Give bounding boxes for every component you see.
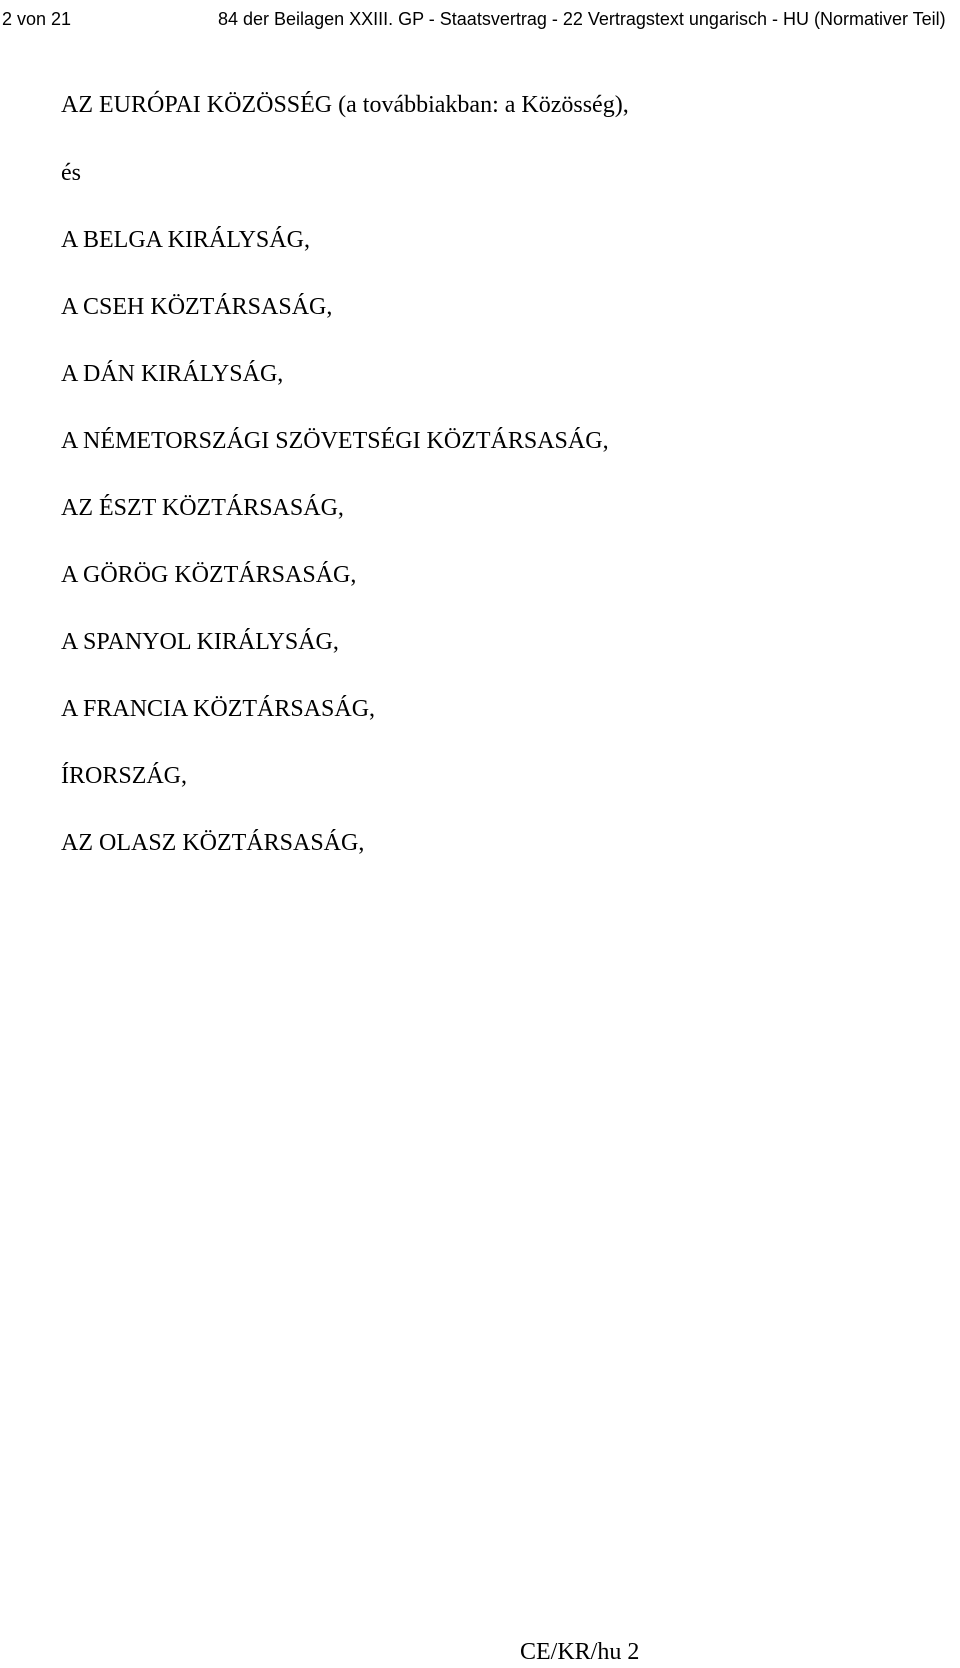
page-counter: 2 von 21 [2,9,72,29]
party-line-greece: A GÖRÖG KÖZTÁRSASÁG, [61,562,357,588]
party-line-belgium: A BELGA KIRÁLYSÁG, [61,227,310,253]
party-line-spain: A SPANYOL KIRÁLYSÁG, [61,629,339,655]
party-line-france: A FRANCIA KÖZTÁRSASÁG, [61,696,376,722]
party-line-italy: AZ OLASZ KÖZTÁRSASÁG, [61,830,365,856]
page-header [0,4,960,34]
party-line-denmark: A DÁN KIRÁLYSÁG, [61,361,284,387]
party-line-estonia: AZ ÉSZT KÖZTÁRSASÁG, [61,495,344,521]
party-line-germany: A NÉMETORSZÁGI SZÖVETSÉGI KÖZTÁRSASÁG, [61,428,609,454]
party-line-czech-republic: A CSEH KÖZTÁRSASÁG, [61,294,333,320]
document-reference: CE/KR/hu 2 [520,1639,640,1665]
conjunction-line: és [61,160,81,186]
party-line-community: AZ EURÓPAI KÖZÖSSÉG (a továbbiakban: a Közösség), [61,92,629,118]
party-line-ireland: ÍRORSZÁG, [61,763,188,789]
document-title: 84 der Beilagen XXIII. GP - Staatsvertrag - 22 Vertragstext ungarisch - HU (Normativer Teil) [218,9,946,29]
